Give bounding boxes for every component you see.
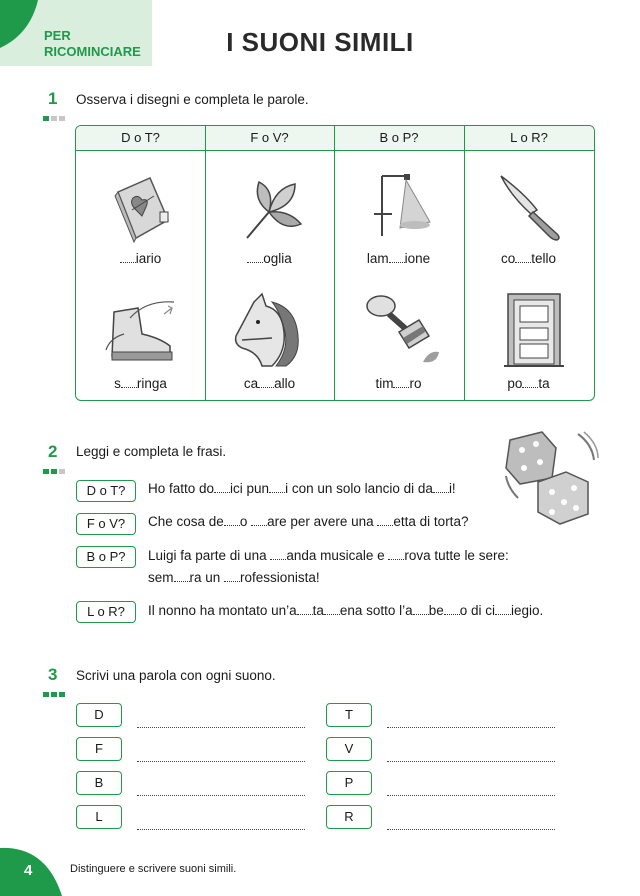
answer-line[interactable] — [137, 760, 305, 762]
exercise-3-instruction: Scrivi una parola con ogni suono. — [76, 668, 276, 683]
exercise-2-number: 2 — [48, 442, 58, 461]
exercise-1-number: 1 — [48, 89, 58, 108]
letter-box-p: P — [326, 771, 372, 795]
word-item[interactable]: iario — [76, 251, 205, 266]
difficulty-dots — [43, 108, 67, 126]
section-tab-label: PER RICOMINCIARE — [44, 28, 141, 59]
answer-line[interactable] — [387, 794, 555, 796]
sentence-3[interactable]: Luigi fa parte di una anda musicale e rova tutte le sere: — [148, 548, 509, 563]
knife-icon — [497, 172, 563, 242]
word-item[interactable]: tim ro — [375, 376, 422, 391]
column-header: B o P? — [334, 126, 464, 150]
answer-line[interactable] — [137, 794, 305, 796]
tag-d-o-t: D o T? — [76, 480, 136, 502]
exercise-2-instruction: Leggi e completa le frasi. — [76, 444, 227, 459]
exercise-1-grid — [75, 125, 595, 401]
word-item[interactable]: lam ione — [366, 251, 431, 266]
letter-box-b: B — [76, 771, 122, 795]
lamp-icon — [370, 170, 434, 244]
difficulty-dots — [43, 684, 67, 702]
word-item[interactable]: co tello — [500, 251, 557, 266]
word-item[interactable]: s ringa — [114, 376, 167, 391]
answer-line[interactable] — [137, 828, 305, 830]
letter-box-d: D — [76, 703, 122, 727]
column-header: L o R? — [464, 126, 594, 150]
word-item[interactable]: oglia — [205, 251, 334, 266]
answer-line[interactable] — [387, 828, 555, 830]
diary-icon — [110, 174, 174, 246]
answer-line[interactable] — [387, 760, 555, 762]
answer-line[interactable] — [137, 726, 305, 728]
word-item[interactable]: ca allo — [243, 376, 296, 391]
grid-divider — [76, 150, 594, 151]
column-header: D o T? — [76, 126, 205, 150]
letter-box-l: L — [76, 805, 122, 829]
page-number: 4 — [24, 862, 33, 879]
sentence-2[interactable]: Che cosa de o are per avere una etta di torta? — [148, 514, 469, 529]
sentence-4[interactable]: Il nonno ha montato un’a ta ena sotto l’a be o di ci iegio. — [148, 603, 544, 618]
page-title: I SUONI SIMILI — [226, 27, 414, 57]
exercise-1-instruction: Osserva i disegni e completa le parole. — [76, 92, 309, 107]
shoe-icon — [104, 294, 184, 368]
word-item[interactable]: po ta — [507, 376, 550, 391]
tag-f-o-v: F o V? — [76, 513, 136, 535]
letter-box-f: F — [76, 737, 122, 761]
leaf-icon — [239, 172, 303, 244]
column-header: F o V? — [205, 126, 334, 150]
horse-icon — [232, 292, 308, 368]
sentence-1[interactable]: Ho fatto do ici pun i con un solo lancio di da i! — [148, 481, 456, 496]
footer-text: Distinguere e scrivere suoni simili. — [70, 863, 237, 875]
answer-line[interactable] — [387, 726, 555, 728]
letter-box-r: R — [326, 805, 372, 829]
letter-box-v: V — [326, 737, 372, 761]
dice-icon — [502, 428, 600, 528]
difficulty-dots — [43, 461, 67, 479]
door-icon — [504, 290, 564, 370]
letter-box-t: T — [326, 703, 372, 727]
exercise-3-number: 3 — [48, 665, 58, 684]
tag-b-o-p: B o P? — [76, 546, 136, 568]
stamp-icon — [363, 292, 443, 368]
sentence-3-line-2[interactable]: sem ra un rofessionista! — [148, 570, 320, 585]
tag-l-o-r: L o R? — [76, 601, 136, 623]
